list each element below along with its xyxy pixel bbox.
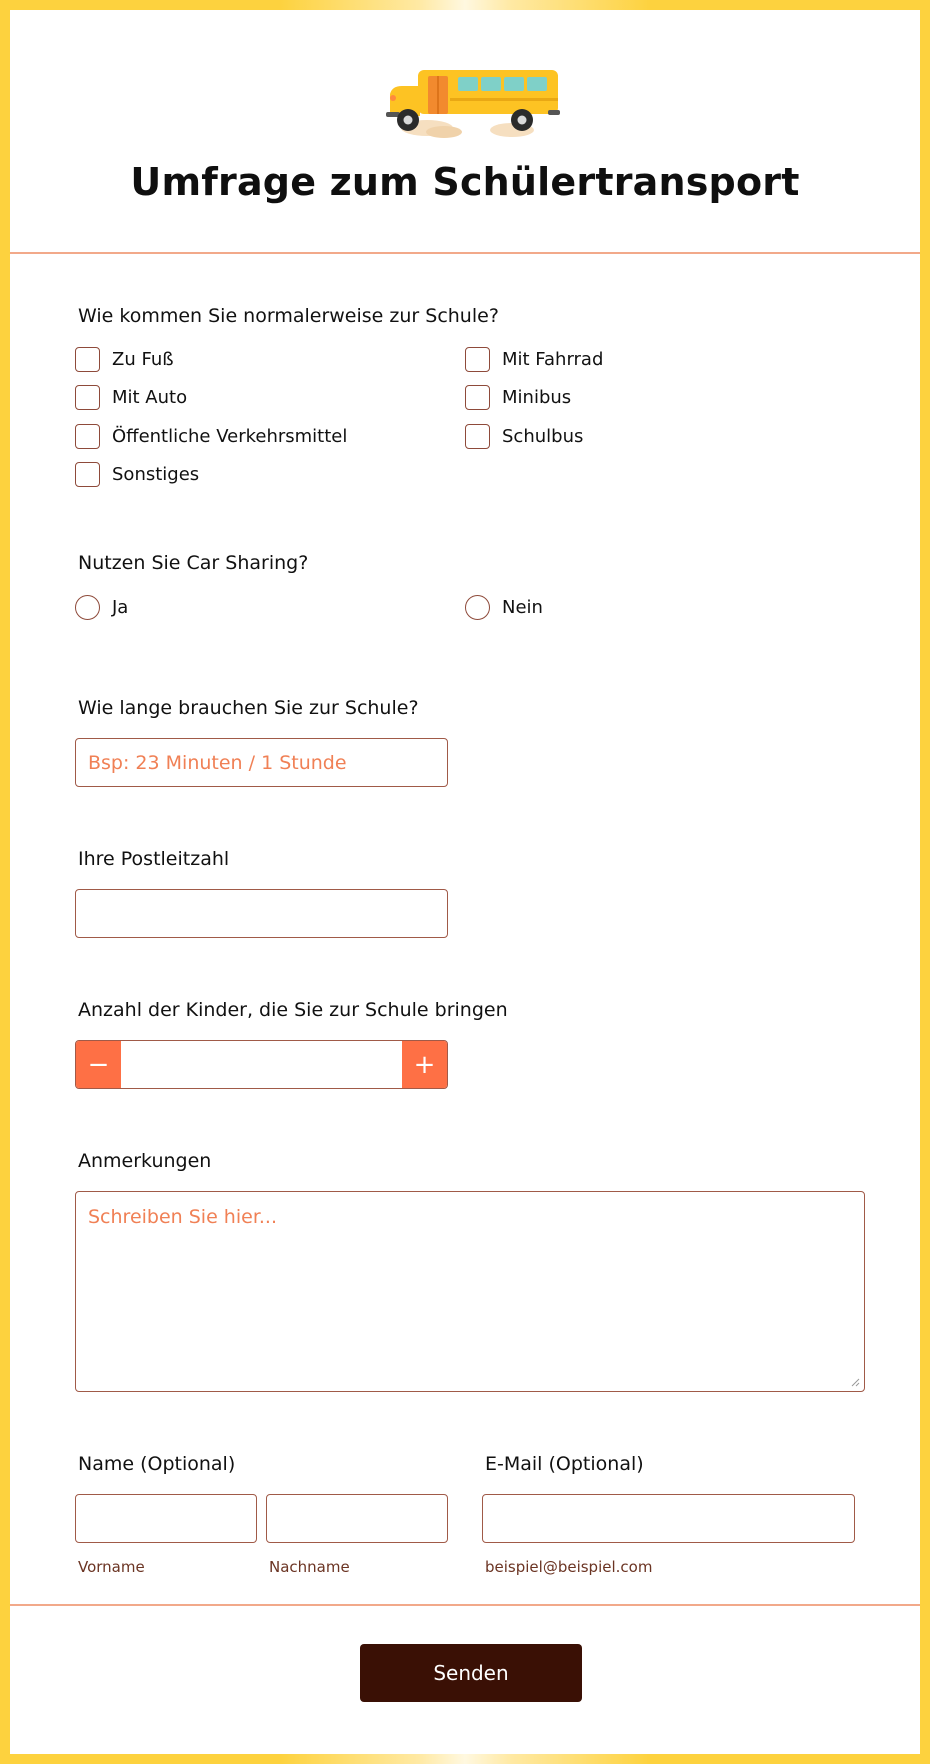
question-notes-label: Anmerkungen	[78, 1150, 212, 1172]
option-label: Mit Auto	[112, 386, 188, 408]
option-label: Zu Fuß	[112, 348, 174, 370]
email-sublabel: beispiel@beispiel.com	[485, 1558, 653, 1576]
form-header	[10, 10, 920, 254]
submit-button[interactable]: Senden	[360, 1644, 582, 1702]
checkbox[interactable]	[75, 424, 100, 449]
page-title: Umfrage zum Schülertransport	[130, 160, 800, 204]
radio-button[interactable]	[75, 595, 100, 620]
checkbox-option-zu-fuss[interactable]	[75, 346, 174, 372]
option-label: Minibus	[502, 386, 572, 408]
checkbox[interactable]	[75, 385, 100, 410]
radio-option-ja[interactable]	[75, 594, 128, 620]
notes-textarea[interactable]	[75, 1191, 865, 1392]
checkbox[interactable]	[465, 385, 490, 410]
question-duration-label: Wie lange brauchen Sie zur Schule?	[78, 697, 419, 719]
radio-button[interactable]	[465, 595, 490, 620]
frame-top-border	[0, 0, 930, 10]
checkbox[interactable]	[75, 462, 100, 487]
checkbox-option-oeffentliche[interactable]	[75, 423, 347, 449]
checkbox-option-fahrrad[interactable]	[465, 346, 603, 372]
first-name-sublabel: Vorname	[78, 1558, 145, 1576]
question-children-count-label: Anzahl der Kinder, die Sie zur Schule bringen	[78, 999, 508, 1021]
last-name-input[interactable]	[266, 1494, 448, 1543]
checkbox-option-sonstiges[interactable]	[75, 461, 199, 487]
option-label: Nein	[502, 596, 543, 618]
checkbox-option-schulbus[interactable]	[465, 423, 583, 449]
increment-button[interactable]: +	[402, 1041, 447, 1088]
frame-bottom-border	[0, 1754, 930, 1764]
resize-handle-icon[interactable]	[850, 1377, 860, 1387]
last-name-sublabel: Nachname	[269, 1558, 350, 1576]
school-bus-icon	[372, 58, 562, 138]
question-transport-label: Wie kommen Sie normalerweise zur Schule?	[78, 305, 499, 327]
name-label: Name (Optional)	[78, 1453, 236, 1475]
checkbox-option-minibus[interactable]	[465, 384, 571, 410]
decrement-button[interactable]: −	[76, 1041, 121, 1088]
children-count-stepper[interactable]	[75, 1040, 448, 1089]
option-label: Ja	[112, 596, 129, 618]
checkbox[interactable]	[465, 424, 490, 449]
footer-divider	[10, 1604, 920, 1606]
checkbox[interactable]	[75, 347, 100, 372]
question-car-sharing-label: Nutzen Sie Car Sharing?	[78, 552, 309, 574]
first-name-input[interactable]	[75, 1494, 257, 1543]
email-label: E-Mail (Optional)	[485, 1453, 644, 1475]
radio-option-nein[interactable]	[465, 594, 543, 620]
email-input[interactable]	[482, 1494, 855, 1543]
question-postcode-label: Ihre Postleitzahl	[78, 848, 230, 870]
postcode-input[interactable]	[75, 889, 448, 938]
option-label: Schulbus	[502, 425, 584, 447]
checkbox-option-auto[interactable]	[75, 384, 187, 410]
option-label: Sonstiges	[112, 463, 200, 485]
option-label: Mit Fahrrad	[502, 348, 604, 370]
option-label: Öffentliche Verkehrsmittel	[112, 425, 348, 447]
checkbox[interactable]	[465, 347, 490, 372]
duration-input[interactable]: Bsp: 23 Minuten / 1 Stunde	[75, 738, 448, 787]
notes-placeholder: Schreiben Sie hier...	[88, 1206, 278, 1228]
